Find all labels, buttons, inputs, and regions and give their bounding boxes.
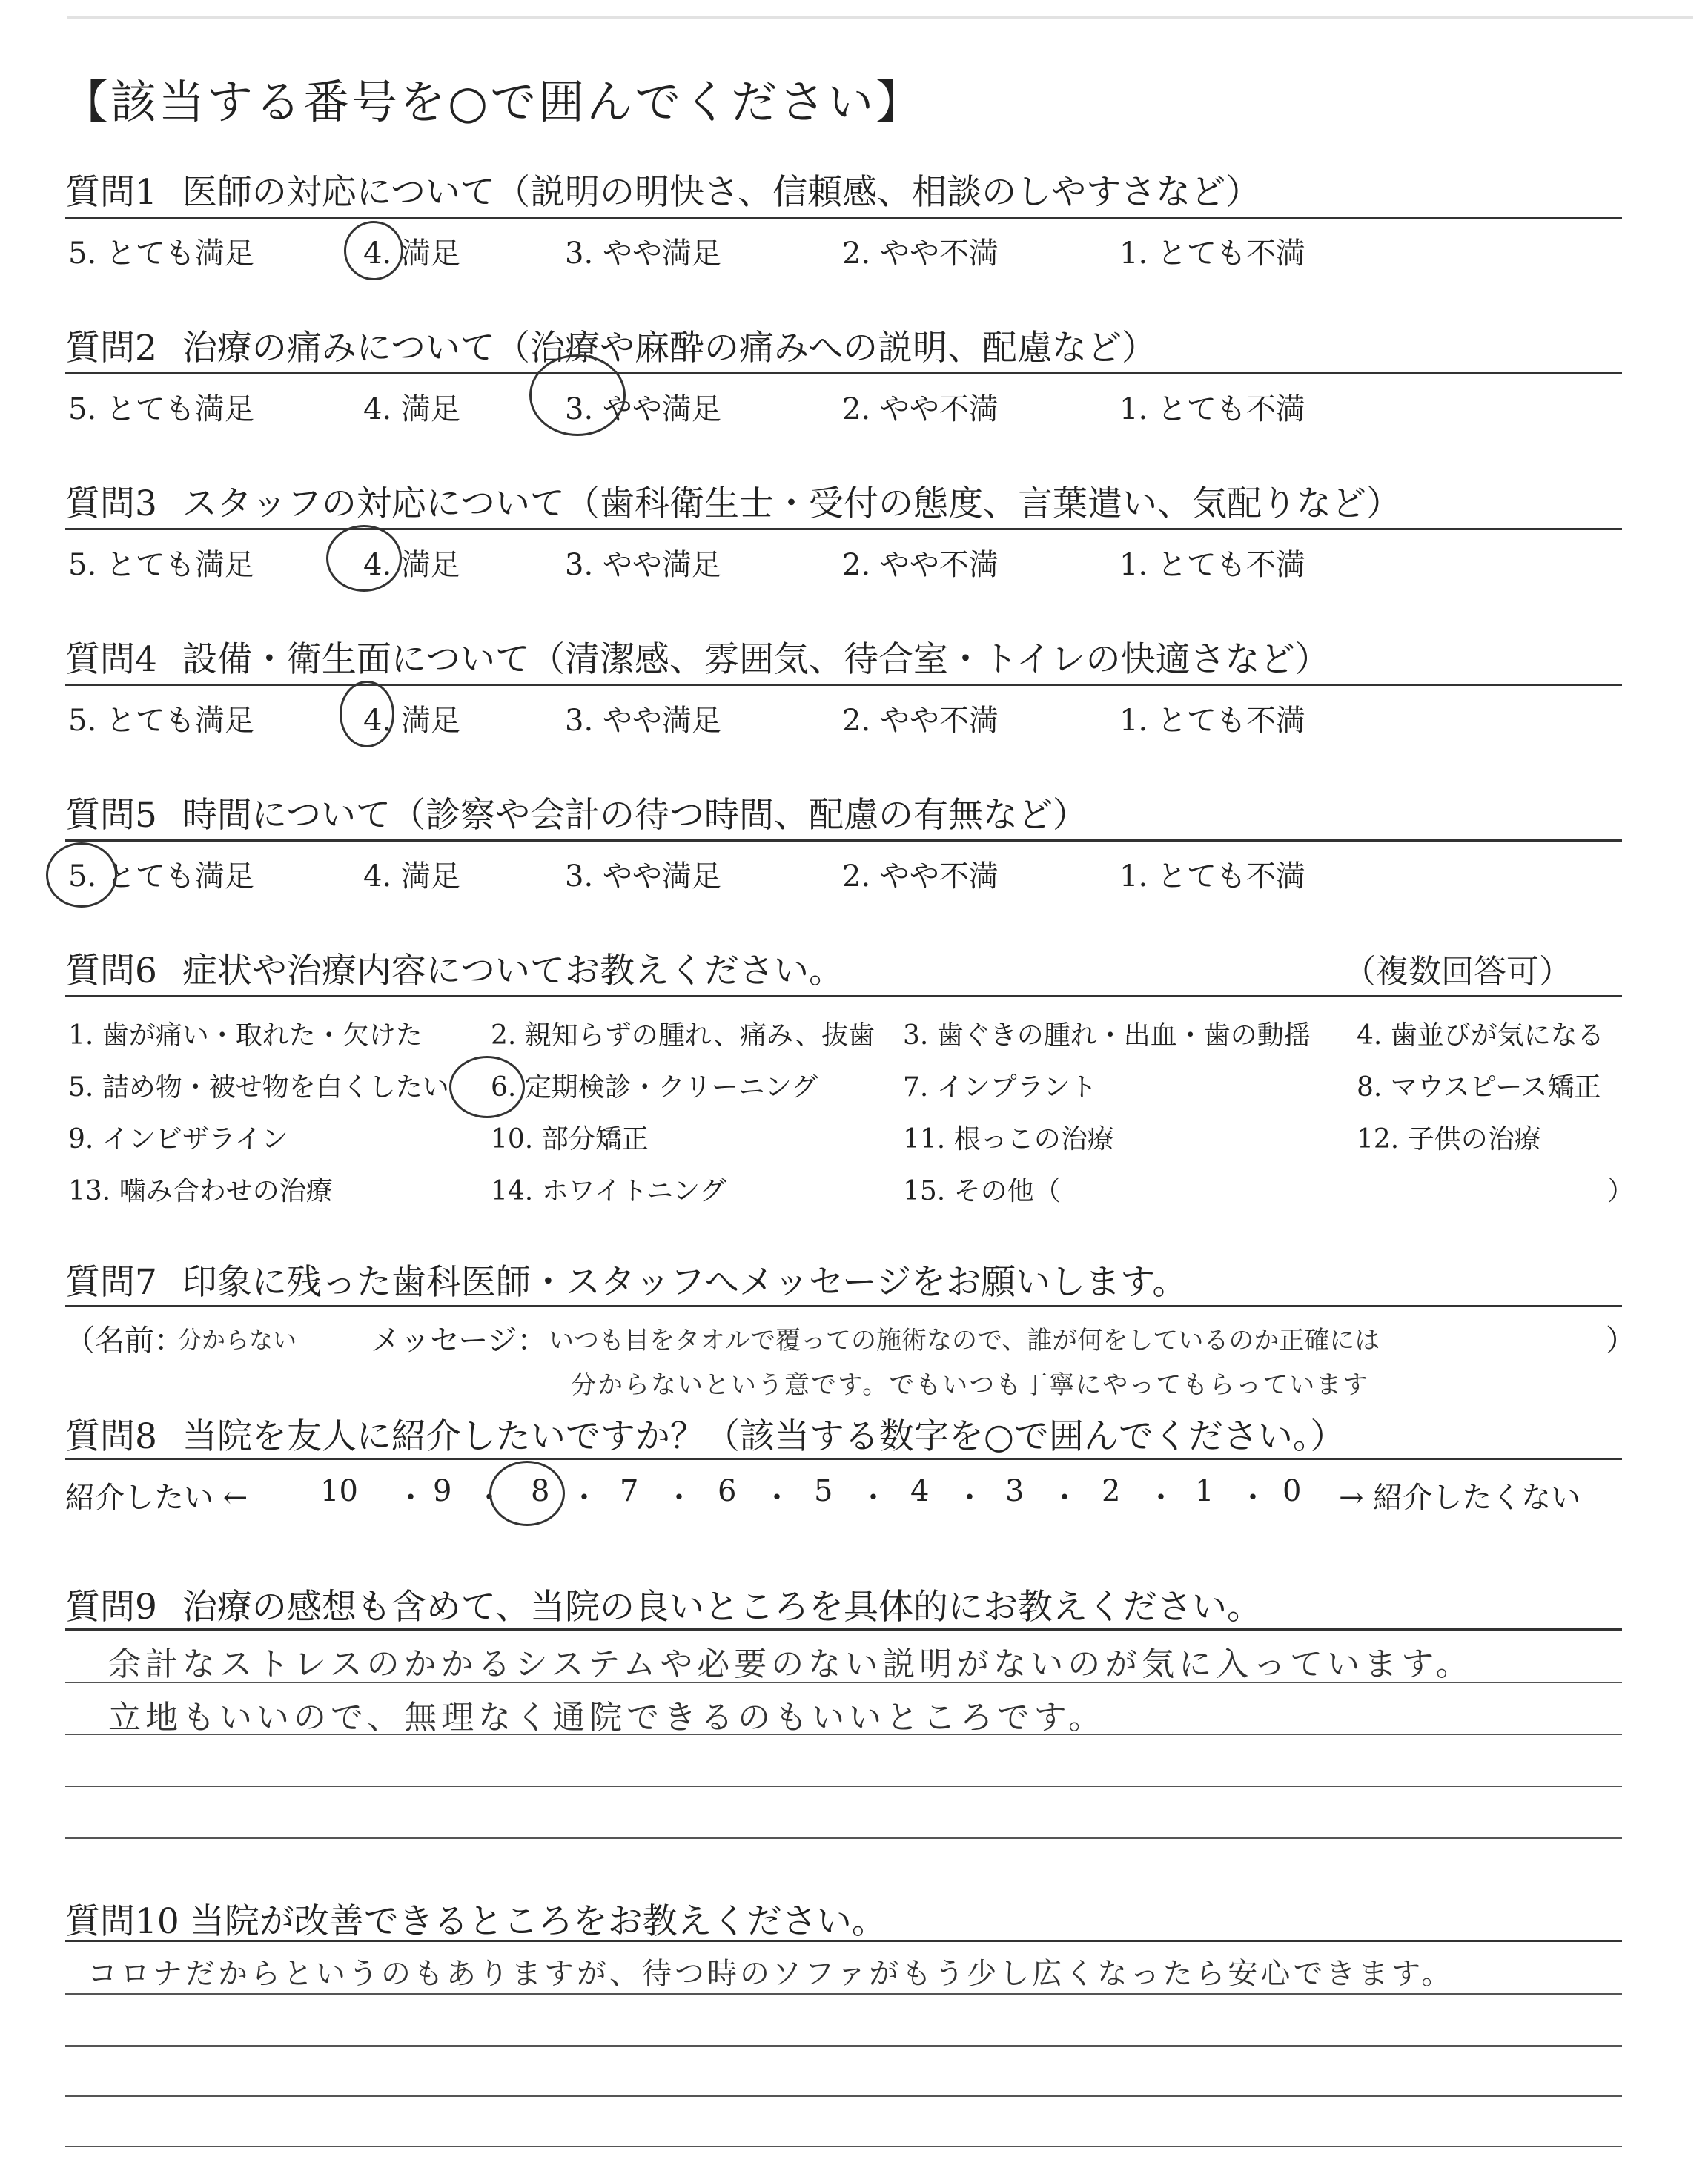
q10-answer-line-1: コロナだからというのもありますが、待つ時のソファがもう少し広くなったら安心できます。 [87,1957,1454,1991]
question-text: 症状や治療内容についてお教えください。 [182,951,844,991]
scale-9[interactable]: 9 [433,1474,452,1508]
question-rule [65,995,1622,997]
question-text: スタッフの対応について（歯科衛生士・受付の態度、言葉遣い、気配りなど） [182,483,1401,524]
question-1 [65,165,1260,214]
q6-option-1[interactable]: 1. 歯が痛い・取れた・欠けた [68,1020,423,1051]
question-8 [65,1409,1345,1459]
scale-dot: ・ [1146,1481,1176,1515]
scale-7[interactable]: 7 [620,1474,639,1508]
q5-option-4[interactable]: 4. 満足 [363,859,460,894]
question-rule [65,528,1622,530]
q6-option-12[interactable]: 12. 子供の治療 [1357,1124,1541,1155]
question-3 [65,476,1401,526]
message-label: メッセージ： [371,1324,547,1358]
answer-rule [65,1837,1622,1839]
scale-dot: ・ [569,1481,599,1515]
question-rule [65,1458,1622,1460]
scale-dot: ・ [664,1481,694,1515]
question-rule [65,217,1622,219]
q1-option-4[interactable]: 4. 満足 [363,237,460,271]
q4-option-1[interactable]: 1. とても不満 [1119,704,1305,738]
question-number: 質問10 [65,1901,179,1942]
scale-1[interactable]: 1 [1195,1474,1214,1508]
scale-0[interactable]: 0 [1282,1474,1302,1508]
scale-8[interactable]: 8 [531,1474,550,1508]
answer-rule [65,1786,1622,1787]
question-rule [65,1940,1622,1942]
answer-rule [65,2095,1622,2097]
q1-option-5[interactable]: 5. とても満足 [68,237,254,271]
selection-circle [344,221,403,280]
question-text: 印象に残った歯科医師・スタッフへメッセージをお願いします。 [182,1262,1188,1303]
q6-option-11[interactable]: 11. 根っこの治療 [903,1124,1114,1155]
question-5 [65,787,1088,837]
q6-option-13[interactable]: 13. 噛み合わせの治療 [68,1176,333,1206]
q4-option-4[interactable]: 4. 満足 [363,704,460,738]
question-text: 設備・衛生面について（清潔感、雰囲気、待合室・トイレの快適さなど） [182,639,1330,680]
message-close-paren: ） [1606,1324,1635,1358]
name-label: （名前： [65,1324,184,1358]
multiple-answer-note: （複数回答可） [1343,953,1572,991]
question-number: 質問3 [65,483,157,524]
question-number: 質問1 [65,172,157,213]
q5-option-3[interactable]: 3. やや満足 [565,859,721,894]
question-number: 質問9 [65,1587,157,1628]
scale-10[interactable]: 10 [320,1474,358,1508]
top-border [67,16,1693,19]
scale-dot: ・ [762,1481,792,1515]
question-2 [65,320,1156,370]
selection-circle [489,1461,565,1526]
question-rule [65,684,1622,686]
q6-option-6[interactable]: 6. 定期検診・クリーニング [491,1072,818,1103]
q6-option-7[interactable]: 7. インプラント [903,1072,1097,1103]
q4-option-2[interactable]: 2. やや不満 [842,704,999,738]
question-text: 治療の痛みについて（治療や麻酔の痛みへの説明、配慮など） [182,328,1157,369]
question-10 [65,1894,887,1943]
scale-4[interactable]: 4 [910,1474,930,1508]
scale-5[interactable]: 5 [814,1474,833,1508]
scale-dot: ・ [1238,1481,1268,1515]
scale-dot: ・ [955,1481,984,1515]
recommend-left-label: 紹介したい ← [65,1481,248,1515]
question-number: 質問2 [65,328,157,369]
question-number: 質問6 [65,951,157,991]
answer-rule [65,1734,1622,1735]
q2-option-2[interactable]: 2. やや不満 [842,392,999,426]
q2-option-5[interactable]: 5. とても満足 [68,392,254,426]
q5-option-2[interactable]: 2. やや不満 [842,859,999,894]
q3-option-4[interactable]: 4. 満足 [363,548,460,582]
q6-option-3[interactable]: 3. 歯ぐきの腫れ・出血・歯の動揺 [903,1020,1311,1051]
q9-answer-line-2: 立地もいいので、無理なく通院できるのもいいところです。 [108,1699,1106,1737]
answer-rule [65,2045,1622,2047]
q3-option-2[interactable]: 2. やや不満 [842,548,999,582]
page-title: 【該当する番号を○で囲んでください】 [62,75,924,129]
q6-option-5[interactable]: 5. 詰め物・被せ物を白くしたい [68,1072,449,1103]
name-value: 分からない [178,1326,297,1354]
message-line-2: 分からないという意です。でもいつも丁寧にやってもらっています [571,1370,1370,1400]
q6-option-8[interactable]: 8. マウスピース矯正 [1357,1072,1601,1103]
question-9 [65,1579,1262,1629]
q6-option-15[interactable]: 15. その他（ [903,1176,1061,1206]
q3-option-1[interactable]: 1. とても不満 [1119,548,1305,582]
q1-option-3[interactable]: 3. やや満足 [565,237,721,271]
question-6 [65,943,844,993]
q6-option-14[interactable]: 14. ホワイトニング [491,1176,726,1206]
q6-option-9[interactable]: 9. インビザライン [68,1124,288,1155]
question-text: 治療の感想も含めて、当院の良いところを具体的にお教えください。 [182,1587,1262,1628]
question-text: 医師の対応について（説明の明快さ、信頼感、相談のしやすさなど） [182,172,1261,213]
question-rule [65,372,1622,374]
question-rule [65,839,1622,842]
selection-circle [46,842,117,908]
question-text: 当院を友人に紹介したいですか？（該当する数字を○で囲んでください。） [182,1416,1345,1457]
question-rule [65,1305,1622,1307]
question-number: 質問4 [65,639,157,680]
scale-6[interactable]: 6 [718,1474,737,1508]
question-text: 当院が改善できるところをお教えください。 [189,1901,887,1942]
q2-option-1[interactable]: 1. とても不満 [1119,392,1305,426]
scale-dot: ・ [474,1481,504,1515]
question-4 [65,632,1330,681]
message-line-1: いつも目をタオルで覆っての施術なので、誰が何をしているのか正確には [549,1326,1380,1355]
answer-rule [65,2146,1622,2147]
q6-other-close-paren: ） [1607,1176,1635,1206]
q6-option-10[interactable]: 10. 部分矯正 [491,1124,649,1155]
q2-option-4[interactable]: 4. 満足 [363,392,460,426]
q1-option-2[interactable]: 2. やや不満 [842,237,999,271]
question-text: 時間について（診察や会計の待つ時間、配慮の有無など） [182,795,1088,836]
answer-rule [65,1993,1622,1995]
scale-3[interactable]: 3 [1005,1474,1025,1508]
question-number: 質問5 [65,795,157,836]
q4-option-5[interactable]: 5. とても満足 [68,704,254,738]
recommend-right-label: → 紹介したくない [1339,1481,1581,1515]
question-rule [65,1628,1622,1631]
selection-circle [449,1056,525,1118]
selection-circle [340,681,394,747]
selection-circle [326,525,402,592]
q9-answer-line-1: 余計なストレスのかかるシステムや必要のない説明がないのが気に入っています。 [108,1645,1473,1683]
question-number: 質問8 [65,1416,157,1457]
q5-option-1[interactable]: 1. とても不満 [1119,859,1305,894]
scale-dot: ・ [396,1481,426,1515]
q4-option-3[interactable]: 3. やや満足 [565,704,721,738]
q5-option-5[interactable]: 5. とても満足 [68,859,254,894]
q6-option-2[interactable]: 2. 親知らずの腫れ、痛み、抜歯 [491,1020,875,1051]
answer-rule [65,1682,1622,1683]
q1-option-1[interactable]: 1. とても不満 [1119,237,1305,271]
q2-option-3[interactable]: 3. やや満足 [565,392,721,426]
scale-dot: ・ [1050,1481,1079,1515]
q6-option-4[interactable]: 4. 歯並びが気になる [1357,1020,1604,1051]
scale-dot: ・ [858,1481,888,1515]
scale-2[interactable]: 2 [1102,1474,1121,1508]
q3-option-3[interactable]: 3. やや満足 [565,548,721,582]
q3-option-5[interactable]: 5. とても満足 [68,548,254,582]
question-number: 質問7 [65,1262,157,1303]
selection-circle [529,354,626,436]
question-7 [65,1255,1187,1304]
